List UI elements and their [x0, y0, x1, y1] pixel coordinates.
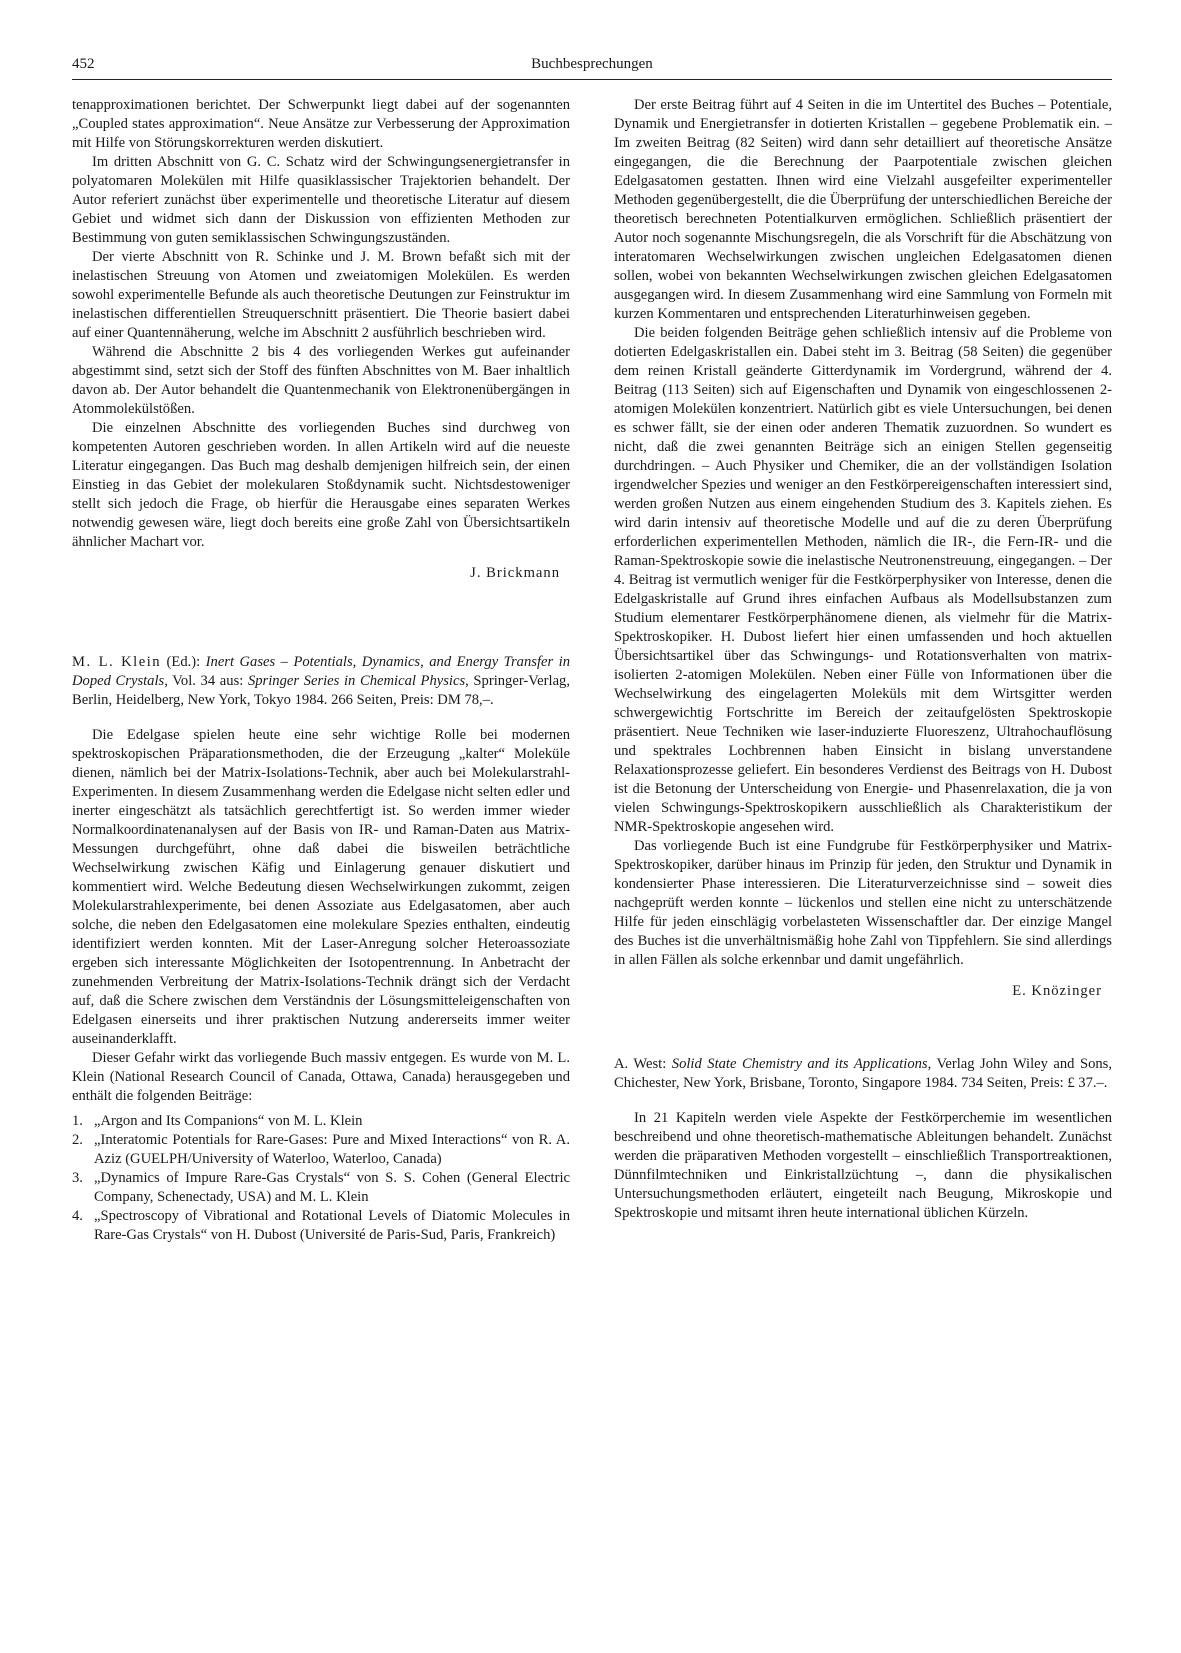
right-column [614, 96, 1112, 1223]
list-text: „Dynamics of Impure Rare-Gas Crystals“ von S. S. Cohen (General Electric Company, Schenectady, USA) and M. L. Klein [94, 1170, 570, 1205]
list-number: 3. [72, 1170, 83, 1186]
list-item [72, 1169, 570, 1207]
paragraph: Das vorliegende Buch ist eine Fundgrube für Festkörperphysiker und Matrix-Spektroskopiker, darüber hinaus im Prinzip für jeden, den Struktur und Dynamik in kondensierter Phase interessieren. Die Literaturverzeichnisse sind – soweit dies nachgeprüft werden konnte – lückenlos und stellen eine nicht zu unterschätzende Hilfe für jeden einschlägig vorbelasteten Wissenschaftler dar. Der einzige Mangel des Buches ist die unverhältnismäßig hohe Zahl von Tippfehlern. Sie sind allerdings in allen Fällen als solche erkennbar und damit ungefährlich. [614, 838, 1112, 968]
list-number: 4. [72, 1208, 83, 1224]
contributions-list [72, 1112, 570, 1245]
paragraph: Die beiden folgenden Beiträge gehen schließlich intensiv auf die Probleme von dotierten Edelgaskristallen ein. Dabei steht im 3. Beitrag (58 Seiten) die gegenüber dem reinen Kristall geänderte Gitterdynamik im Vordergrund, während der 4. Beitrag (113 Seiten) sich auf Eigenschaften und Dynamik von eingeschlossenen 2-atomigen Molekülen konzentriert. Natürlich gibt es viele Untersuchungen, bei denen es schwer fällt, sie der einen oder anderen Thematik zuzuordnen. So wundert es nicht, daß die zwei genannten Beiträge sich an einigen Stellen gegenseitig durchdringen. – Auch Physiker und Chemiker, die an der vollständigen Isolation irgendwelcher Spezies und weniger an den Festkörpereigenschaften interessiert sind, werden großen Nutzen aus einem eingehenden Studium des 3. Kapitels ziehen. Es wird darin intensiv auf theoretische Modelle und auf die zu deren Überprüfung erforderlichen experimentellen Methoden, nämlich die IR-, die Fern-IR- und die Raman-Spektroskopie sowie die inelastische Neutronenstreuung, eingegangen. – Der 4. Beitrag ist vermutlich weniger für die Festkörperphysiker von Interesse, denen die Edelgaskristalle auf Grund ihres einfachen Aufbaus als Modellsubstanzen zum Studium elementarer Festkörperphänomene dienen, als vielmehr für die Matrix-Spektroskopiker. H. Dubost liefert hier einen umfassenden und hoch aktuellen Übersichtsartikel über das Schwingungs- und Rotationsverhalten von matrix-isolierten 2-atomigen Molekülen. Neben einer Fülle von Informationen über die Wechselwirkung des eingelagerten Moleküls mit dem Wirtsgitter werden schwergewichtig Fortschritte im Bereich der zeitaufgelösten Spektroskopie präsentiert. Neue Techniken wie laser-induzierte Fluoreszenz, Ultrahochauflösung und spektrales Lochbrennen haben Einsicht in bislang unverstandene Relaxationsprozesse geliefert. Ein besonderes Verdienst des Beitrags von H. Dubost ist die Betonung der Unterscheidung von Energie- und Phasenrelaxation, die ja von vielen Schwingungs-Spektroskopikern ausschließlich als Charakteristikum der NMR-Spektroskopie angesehen wird. [614, 325, 1112, 835]
paragraph: tenapproximationen berichtet. Der Schwerpunkt liegt dabei auf der sogenannten „Coupled states approximation“. Neue Ansätze zur Verbesserung der Approximation mit Hilfe von Störungskorrekturen werden diskutiert. [72, 97, 570, 151]
book-title: Inert Gases – Potentials, Dynamics, and Energy Transfer in Doped Crystals [72, 654, 570, 689]
volume-text: , Vol. 34 aus: [164, 673, 248, 689]
reviewer-signature: J. Brickmann [470, 565, 560, 581]
book-author: M. L. Klein [72, 654, 162, 670]
reviewer-signature: E. Knözinger [1012, 983, 1102, 999]
list-item [72, 1131, 570, 1169]
list-item [72, 1207, 570, 1245]
book-title: Solid State Chemistry and its Applications [671, 1056, 928, 1072]
page-number: 452 [72, 56, 95, 72]
header-rule [72, 79, 1112, 80]
review-heading [72, 653, 570, 710]
paragraph: Der erste Beitrag führt auf 4 Seiten in die im Untertitel des Buches – Potentiale, Dynamik und Energietransfer in dotierten Kristallen – gegebene Problematik ein. – Im zweiten Beitrag (82 Seiten) wird dann sehr detailliert auf theoretische Ansätze eingegangen, die die Berechnung der Paarpotentiale zwischen gleichen Edelgasatomen gestatten. Ihnen wird eine Vielzahl ausgefeilter experimenteller Methoden gegenübergestellt, die die Überprüfung der unterschiedlichen Bereiche der theoretisch berechneten Potentialkurven ermöglichen. Schließlich präsentiert der Autor noch sogenannte Mischungsregeln, die als Vorschrift für die Abschätzung von interatomaren Wechselwirkungen zwischen ungleichen Edelgasatomen dienen sollen, wobei von bekannten Wechselwirkungen zwischen gleichen Edelgasatomen ausgegangen wird. In diesem Zusammenhang wird eine Sammlung von Formeln mit kurzen Kommentaren und entsprechenden Literaturhinweisen gegeben. [614, 97, 1112, 322]
list-number: 2. [72, 1132, 83, 1148]
paragraph: In 21 Kapiteln werden viele Aspekte der Festkörperchemie im wesentlichen beschreibend und ohne theoretisch-mathematische Ableitungen behandelt. Zunächst werden die präparativen Methoden vorgestellt – einschließlich Transportreaktionen, Dünnfilmtechniken und Einkristallzüchtung –, dann die physikalischen Untersuchungsmethoden erläutert, eingeteilt nach Beugung, Mikroskopie und Spektroskopie und mitsamt ihren heute international üblichen Kürzeln. [614, 1110, 1112, 1221]
running-title: Buchbesprechungen [531, 56, 653, 72]
editor-note: (Ed.): [161, 654, 206, 670]
book-series: Springer Series in Chemical Physics [247, 673, 466, 689]
review-heading [614, 1055, 1112, 1093]
book-author: A. West: [614, 1056, 672, 1072]
paragraph: Der vierte Abschnitt von R. Schinke und J. M. Brown befaßt sich mit der inelastischen Streuung von Atomen und zweiatomigen Molekülen. Es werden sowohl experimentelle Befunde als auch theoretische Deutungen zur Feinstruktur im inelastischen differentiellen Streuquerschnitt präsentiert. Die Theorie basiert dabei auf einer Quantennäherung, welche im Abschnitt 2 ausführlich beschrieben wird. [72, 249, 570, 341]
left-column [72, 96, 570, 1245]
list-text: „Spectroscopy of Vibrational and Rotational Levels of Diatomic Molecules in Rare-Gas Crystals“ von H. Dubost (Université de Paris-Sud, Paris, Frankreich) [94, 1208, 570, 1243]
paragraph: Dieser Gefahr wirkt das vorliegende Buch massiv entgegen. Es wurde von M. L. Klein (National Research Council of Canada, Ottawa, Canada) herausgegeben und enthält die folgenden Beiträge: [72, 1050, 570, 1104]
paragraph: Während die Abschnitte 2 bis 4 des vorliegenden Werkes gut aufeinander abgestimmt sind, setzt sich der Stoff des fünften Abschnittes von M. Baer inhaltlich davon ab. Der Autor behandelt die Quantenmechanik von Elektronenübergängen in Atommolekülstößen. [72, 344, 570, 417]
paragraph: Im dritten Abschnitt von G. C. Schatz wird der Schwingungsenergietransfer in polyatomaren Molekülen mit Hilfe quasiklassischer Trajektorien behandelt. Der Autor referiert zunächst über experimentelle und theoretische Literatur auf diesem Gebiet und widmet sich dann der Diskussion von effizienten Methoden zur Bestimmung von guten semiklassischen Schwingungszuständen. [72, 154, 570, 246]
list-number: 1. [72, 1113, 83, 1129]
list-text: „Argon and Its Companions“ von M. L. Klein [94, 1113, 363, 1129]
paragraph: Die einzelnen Abschnitte des vorliegenden Buches sind durchweg von kompetenten Autoren geschrieben worden. In allen Artikeln wird auf die neueste Literatur eingegangen. Das Buch mag deshalb demjenigen hilfreich sein, der einen Einstieg in das Gebiet der molekularen Stoßdynamik sucht. Nichtsdestoweniger stellt sich jedoch die Frage, ob hierfür die Herausgabe eines separaten Werkes notwendig gewesen wäre, liegt doch bereits eine große Zahl von Übersichtsartikeln ähnlicher Machart vor. [72, 420, 570, 550]
publisher-info: , Verlag John Wiley and Sons, Chichester, New York, Brisbane, Toronto, Singapore 1984. 734 Seiten, Preis: £ 37.–. [614, 1056, 1113, 1091]
list-text: „Interatomic Potentials for Rare-Gases: Pure and Mixed Interactions“ von R. A. Aziz (GUELPH/University of Waterloo, Waterloo, Canada) [94, 1132, 570, 1167]
paragraph: Die Edelgase spielen heute eine sehr wichtige Rolle bei modernen spektroskopischen Präparationsmethoden, die der Erzeugung „kalter“ Moleküle dienen, nämlich bei der Matrix-Isolations-Technik, aber auch bei Molekularstrahl-Experimenten. In diesem Zusammenhang werden die Edelgase nicht selten edler und inerter eingeschätzt als tatsächlich gerechtfertigt ist. So werden immer wieder Normalkoordinatenanalysen auf der Basis von IR- und Raman-Daten aus Matrix-Messungen durchgeführt, ohne daß dabei die bisweilen beträchtliche Wechselwirkung zwischen Käfig und Einlagerung genauer diskutiert und kommentiert wird. Welche Bedeutung diesen Wechselwirkungen zukommt, zeigen Molekularstrahlexperimente, bei denen Assoziate aus Edelgasatomen, aber auch solche, die neben den Edelgasatomen eine molekulare Spezies enthalten, eindeutig identifiziert werden konnten. Mit der Laser-Anregung solcher Heteroassoziate ergeben sich interessante Möglichkeiten der Isotopentrennung. In Anbetracht der zunehmenden Verbreitung der Matrix-Isolations-Technik drängt sich der Verdacht auf, daß die Schere zwischen dem Verständnis der Lösungsmitteleigenschaften von Edelgasen einerseits und ihrer praktischen Nutzung andererseits immer weiter auseinanderklafft. [72, 727, 570, 1047]
publisher-info: , Springer-Verlag, Berlin, Heidelberg, New York, Tokyo 1984. 266 Seiten, Preis: DM 78,–. [72, 673, 570, 708]
list-item [72, 1112, 570, 1131]
